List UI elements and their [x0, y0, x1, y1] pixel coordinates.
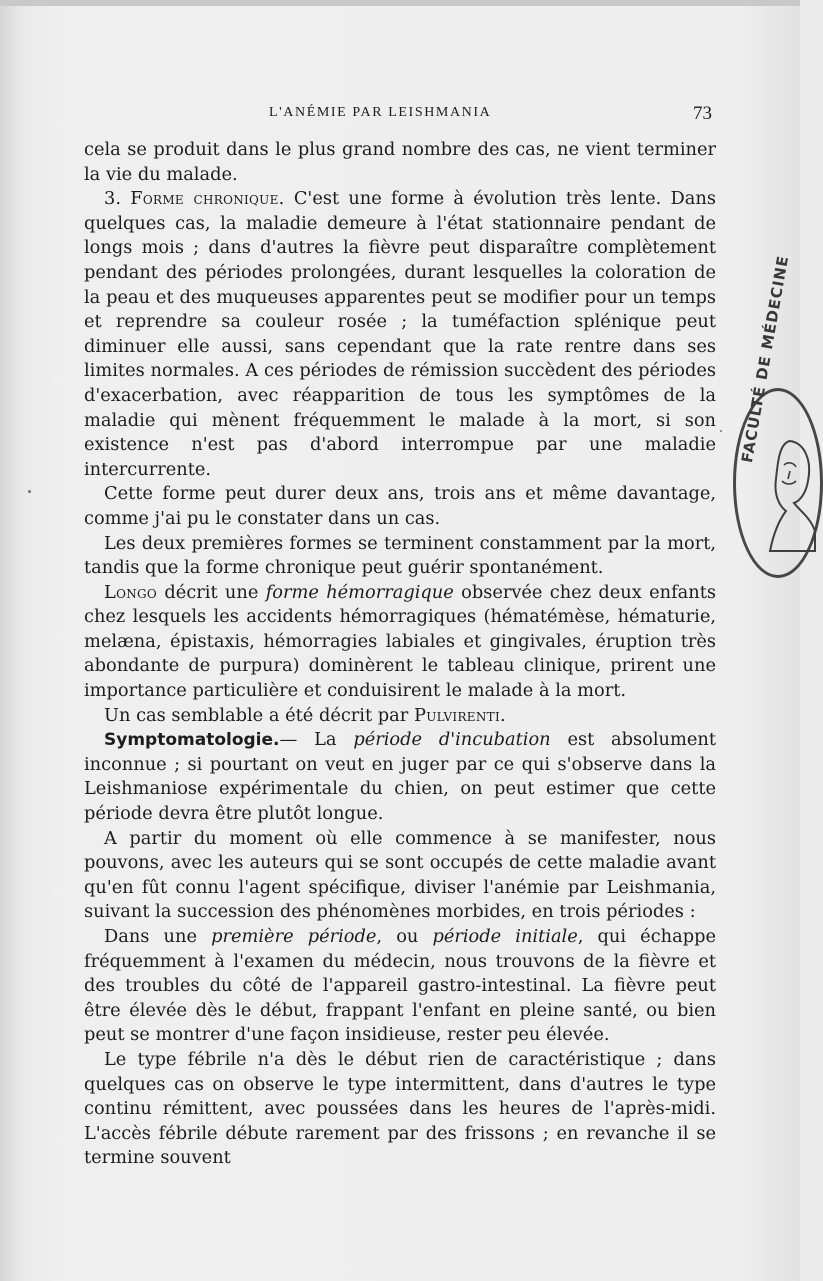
paragraph-text: Un cas semblable a été décrit par: [104, 704, 414, 726]
paragraph-symptomatologie: [84, 728, 716, 826]
paragraph-text: Le type fébrile n'a dès le début rien de caractéristique ; dans quelques cas on observe le type intermittent, dans d'autres le type continu rémittent, avec poussées dans les heures de l'après-midi. L'accès fébrile débute rarement par des frissons ; en revanche il se termine souvent: [84, 1048, 716, 1169]
paragraph-longo: [84, 581, 716, 704]
paragraph-text: , qui échappe fréquemment à l'examen du médecin, nous trouvons de la fièvre et des troubles du côté de l'appareil gastro-intestinal. La fièvre peut être élevée dès le début, frappant l'enfant en pleine santé, ou bien peut se montrer d'une façon insidieuse, rester peu élevée.: [84, 926, 716, 1046]
emphasis: période initiale: [432, 926, 578, 947]
emphasis: première période: [211, 926, 377, 947]
section-title: Forme chronique.: [130, 188, 285, 210]
paragraph: [84, 1048, 716, 1171]
paragraph: [84, 138, 716, 187]
paragraph-pulvirenti: [84, 704, 716, 729]
paragraph-text: observée chez deux enfants chez lesquels les accidents hémorragiques (hématémèse, hématurie, melæna, épistaxis, hémorragies labiales et gingivales, éruption très abondante de purpura) dominèrent le tableau clinique, prirent une importance particulière et conduisirent le malade à la mort.: [84, 581, 716, 702]
paragraph-text: Cette forme peut durer deux ans, trois ans et même davantage, comme j'ai pu le constater dans un cas.: [84, 483, 716, 529]
scan-edge: [0, 0, 800, 6]
scan-speck: [720, 430, 722, 432]
stamp-portrait-icon: [760, 431, 815, 551]
emphasis: forme hémorragique: [265, 581, 454, 603]
paragraph-forme-chronique: [84, 187, 716, 482]
paragraph-text: , ou: [376, 926, 433, 947]
author-name: Longo: [104, 581, 158, 603]
paragraph-text: A partir du moment où elle commence à se manifester, nous pouvons, avec les auteurs qui se sont occupés de cette maladie avant qu'en fût connu l'agent spécifique, diviser l'anémie par Leishmania, suivant la succession des phénomènes morbides, en trois périodes :: [84, 827, 716, 923]
paragraph-text: Les deux premières formes se terminent constamment par la mort, tandis que la forme chronique peut guérir spontanément.: [84, 532, 716, 579]
paragraph-text: .: [500, 704, 506, 726]
paragraph-premiere-periode: [84, 925, 716, 1048]
paragraph: [84, 532, 716, 581]
scan-speck: [28, 490, 31, 493]
page-number: 73: [693, 103, 712, 124]
library-stamp: [733, 253, 823, 578]
paragraph-text: décrit une: [157, 581, 266, 603]
page-header: [84, 103, 712, 127]
paragraph-text: cela se produit dans le plus grand nombre des cas, ne vient terminer la vie du malade.: [84, 139, 716, 185]
paragraph-text: C'est une forme à évolution très lente. Dans quelques cas, la maladie demeure à l'état stationnaire pendant de longs mois ; dans d'autres la fièvre peut disparaître complètement pendant des périodes prolongées, durant lesquelles la coloration de la peau et des muqueuses apparentes peut se modifier pour un temps et reprendre sa couleur rosée ; la tuméfaction splénique peut diminuer elle aussi, sans cependant que la rate rentre dans ses limites normales. A ces périodes de rémission succèdent des périodes d'exacerbation, avec réapparition de tous les symptômes de la maladie qui mènent fréquemment le malade à la mort, si son existence n'est pas d'abord interrompue par une maladie intercurrente.: [84, 188, 716, 480]
emphasis: période d'incubation: [353, 729, 551, 751]
paragraph: [84, 827, 716, 925]
paragraph-text: est absolument inconnue ; si pourtant on veut en juger par ce qui s'observe dans la Leishmaniose expérimentale du chien, on peut estimer que cette période devra être plutôt longue.: [84, 729, 716, 825]
stamp-text: FACULTÉ DE MÉDECINE: [738, 253, 793, 465]
paragraph-text: Dans une: [104, 926, 212, 947]
section-heading: Symptomatologie.: [104, 730, 280, 751]
paragraph-text: — La: [279, 729, 354, 751]
running-title: L'ANÉMIE PAR LEISHMANIA: [269, 105, 492, 120]
paragraph: [84, 482, 716, 531]
author-name: Pulvirenti: [413, 704, 501, 726]
body-text: [84, 138, 716, 1171]
item-number: 3.: [104, 188, 121, 210]
